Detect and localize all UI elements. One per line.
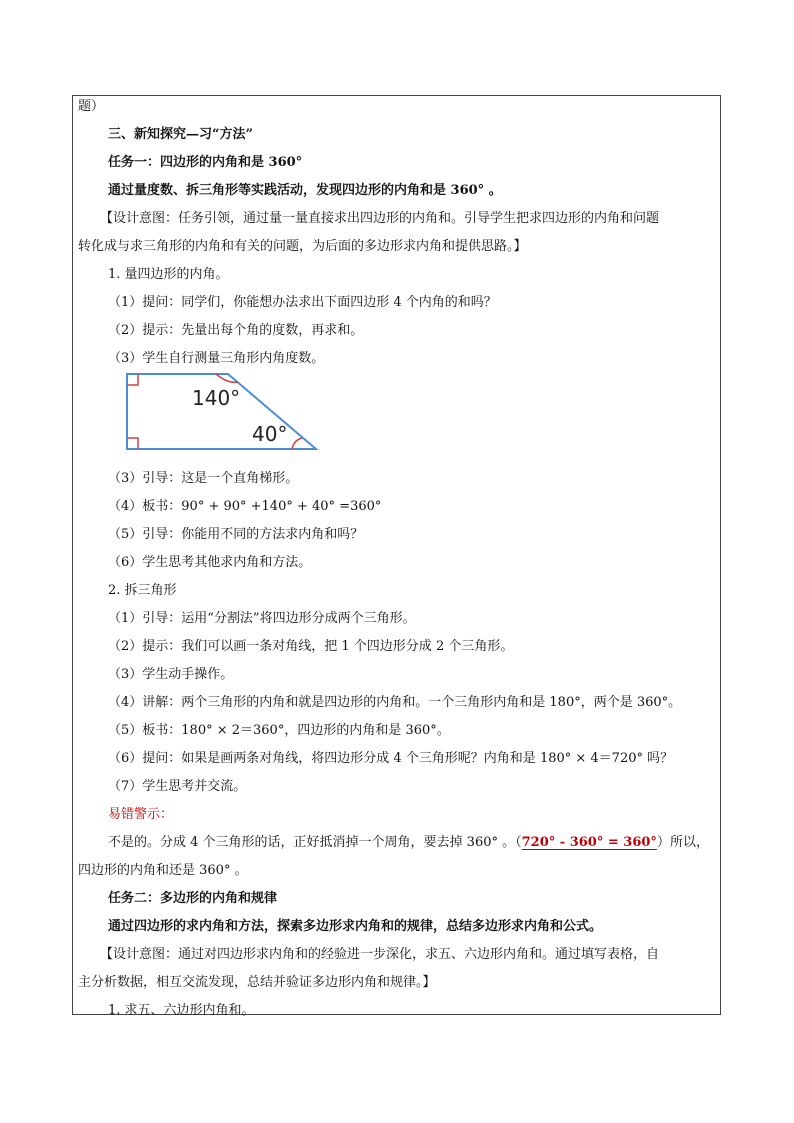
text-line: （2）提示：先量出每个角的度数，再求和。: [108, 323, 364, 338]
warning-text-b: ）所以，: [656, 835, 709, 850]
text-line: （3）学生自行测量三角形内角度数。: [108, 351, 325, 366]
text-line: （4）板书：90° + 90° +140° + 40° =360°: [108, 499, 382, 514]
design-intent-line: 【设计意图：通过对四边形求内角和的经验进一步深化，求五、六边形内角和。通过填写表格，自: [100, 947, 660, 962]
task-two-heading: 任务二：多边形的内角和规律: [108, 891, 278, 906]
text-line: （1）提问：同学们，你能想办法求出下面四边形 4 个内角的和吗？: [108, 295, 497, 310]
angle-arc-40: [292, 438, 302, 449]
design-intent-line: 【设计意图：任务引领，通过量一量直接求出四边形的内角和。引导学生把求四边形的内角和问题: [100, 211, 660, 226]
step-heading: 1. 量四边形的内角。: [108, 267, 229, 282]
angle-arc-140: [216, 374, 238, 382]
text-line: （6）学生思考其他求内角和方法。: [108, 555, 312, 570]
right-trapezoid-figure: [124, 370, 324, 454]
design-intent-line: 主分析数据，相互交流发现，总结并验证多边形内角和规律。】: [78, 975, 436, 990]
step-heading: 1. 求五、六边形内角和。: [108, 1003, 255, 1018]
warning-conclusion: 四边形的内角和还是 360° 。: [78, 863, 248, 878]
text-line: （2）提示：我们可以画一条对角线，把 1 个四边形分成 2 个三角形。: [108, 639, 514, 654]
section-heading: 三、新知探究—习“方法”: [108, 127, 253, 142]
text-line: （5）引导：你能用不同的方法求内角和吗？: [108, 527, 364, 542]
text-line: （3）学生动手操作。: [108, 667, 234, 682]
warning-answer: 720° - 360° = 360°: [521, 835, 657, 850]
text-line: （4）讲解：两个三角形的内角和就是四边形的内角和。一个三角形内角和是 180°，两个是 360°。: [108, 695, 682, 710]
task-one-heading: 任务一：四边形的内角和是 360°: [108, 155, 303, 170]
text-line: （3）引导：这是一个直角梯形。: [108, 471, 299, 486]
text-line: （6）提问：如果是画两条对角线，将四边形分成 4 个三角形呢？内角和是 180° × 4＝720° 吗？: [108, 751, 674, 766]
task-one-goal: 通过量度数、拆三角形等实践活动，发现四边形的内角和是 360° 。: [108, 183, 502, 198]
warning-text-a: 不是的。分成 4 个三角形的话，正好抵消掉一个周角，要去掉 360° 。（: [108, 835, 522, 850]
step-heading: 2. 拆三角形: [108, 583, 177, 598]
angle-label-140: 140°: [192, 386, 241, 410]
design-intent-line: 转化成与求三角形的内角和有关的问题，为后面的多边形求内角和提供思路。】: [78, 239, 527, 254]
right-angle-mark-top: [127, 374, 138, 385]
warning-text: [108, 834, 709, 852]
angle-label-40: 40°: [252, 422, 288, 446]
text-line: 题）: [78, 99, 105, 114]
right-angle-mark-bottom: [127, 438, 138, 449]
text-line: （7）学生思考并交流。: [108, 779, 247, 794]
task-two-goal: 通过四边形的求内角和方法，探索多边形求内角和的规律，总结多边形求内角和公式。: [108, 919, 603, 934]
text-line: （1）引导：运用“分割法”将四边形分成两个三角形。: [108, 611, 416, 626]
text-line: （5）板书：180° × 2＝360°，四边形的内角和是 360°。: [108, 723, 450, 738]
warning-title: 易错警示：: [108, 807, 174, 822]
